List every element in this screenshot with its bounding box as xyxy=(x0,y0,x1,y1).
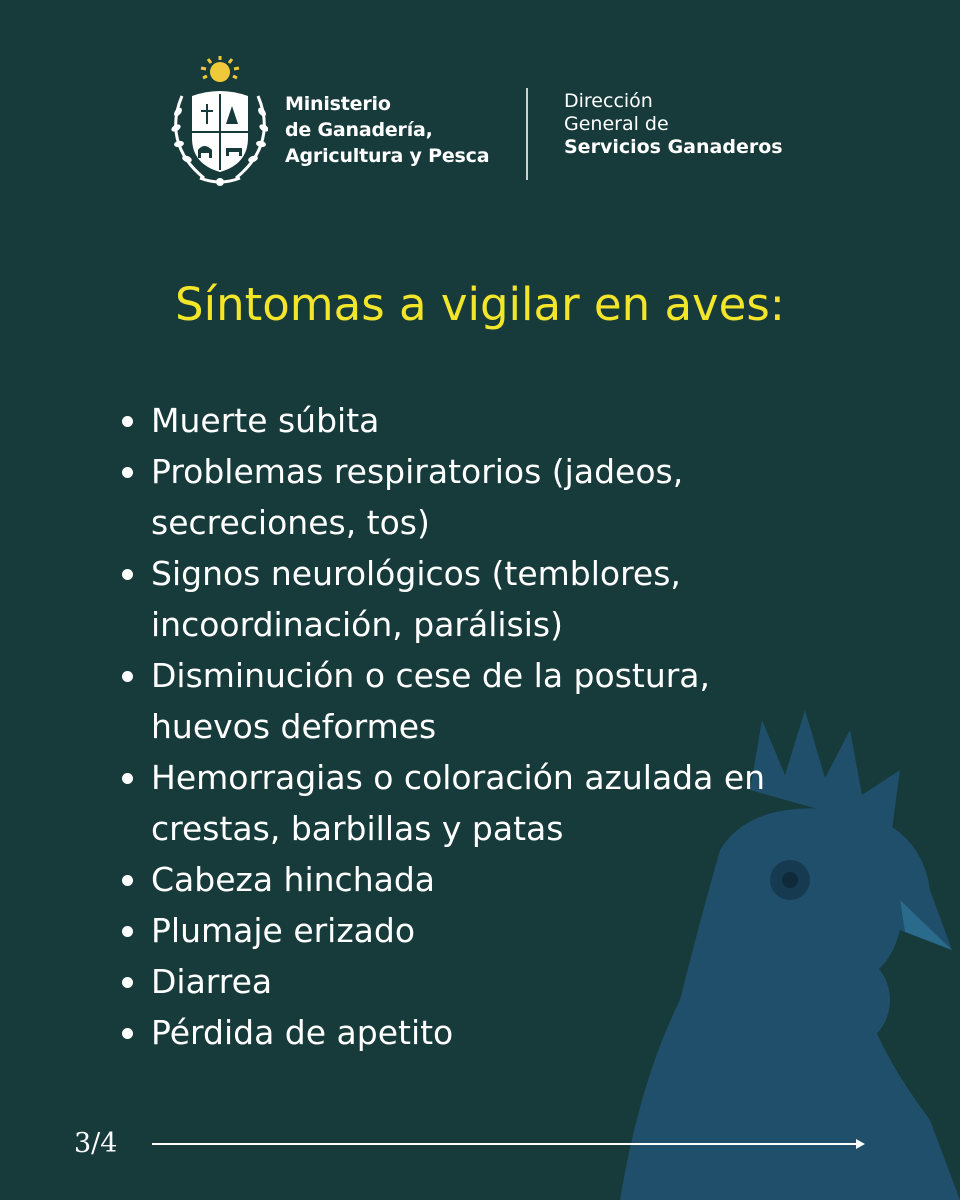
direction-name xyxy=(564,90,783,159)
ministry-line: de Ganadería, xyxy=(285,119,433,141)
direction-line: Dirección xyxy=(564,90,653,112)
page-indicator: 3/4 xyxy=(74,1128,118,1159)
list-item-line: crestas, barbillas y patas xyxy=(151,809,564,848)
list-item-line: Diarrea xyxy=(151,962,273,1001)
bullet-icon xyxy=(122,671,133,682)
coat-of-arms-icon xyxy=(168,54,268,190)
list-item xyxy=(122,446,862,548)
bullet-icon xyxy=(122,773,133,784)
list-item xyxy=(122,1007,862,1058)
list-item xyxy=(122,752,862,854)
direction-line: General de xyxy=(564,113,669,135)
list-item xyxy=(122,650,862,752)
bullet-icon xyxy=(122,926,133,937)
header-divider xyxy=(526,88,528,180)
list-item-line: Problemas respiratorios (jadeos, xyxy=(151,452,684,491)
arrow-right-icon[interactable] xyxy=(152,1134,868,1154)
list-item-line: Disminución o cese de la postura, xyxy=(151,656,711,695)
list-item-line: Muerte súbita xyxy=(151,401,380,440)
bullet-icon xyxy=(122,875,133,886)
list-item-line: Plumaje erizado xyxy=(151,911,416,950)
list-item-line: incoordinación, parálisis) xyxy=(151,605,563,644)
page-title: Síntomas a vigilar en aves: xyxy=(175,278,785,331)
list-item xyxy=(122,854,862,905)
bullet-icon xyxy=(122,467,133,478)
header xyxy=(168,54,808,190)
bullet-icon xyxy=(122,1028,133,1039)
list-item-line: huevos deformes xyxy=(151,707,437,746)
list-item xyxy=(122,548,862,650)
bullet-icon xyxy=(122,569,133,580)
bullet-icon xyxy=(122,416,133,427)
list-item-line: Cabeza hinchada xyxy=(151,860,435,899)
list-item xyxy=(122,956,862,1007)
ministry-line: Ministerio xyxy=(285,93,391,115)
ministry-line: Agricultura y Pesca xyxy=(285,145,490,167)
direction-line-bold: Servicios Ganaderos xyxy=(564,136,783,158)
list-item-line: Signos neurológicos (temblores, xyxy=(151,554,681,593)
list-item-line: Hemorragias o coloración azulada en xyxy=(151,758,766,797)
list-item xyxy=(122,905,862,956)
symptoms-list xyxy=(122,395,862,1058)
list-item-line: secreciones, tos) xyxy=(151,503,430,542)
ministry-name xyxy=(285,91,489,169)
list-item xyxy=(122,395,862,446)
bullet-icon xyxy=(122,977,133,988)
list-item-line: Pérdida de apetito xyxy=(151,1013,454,1052)
